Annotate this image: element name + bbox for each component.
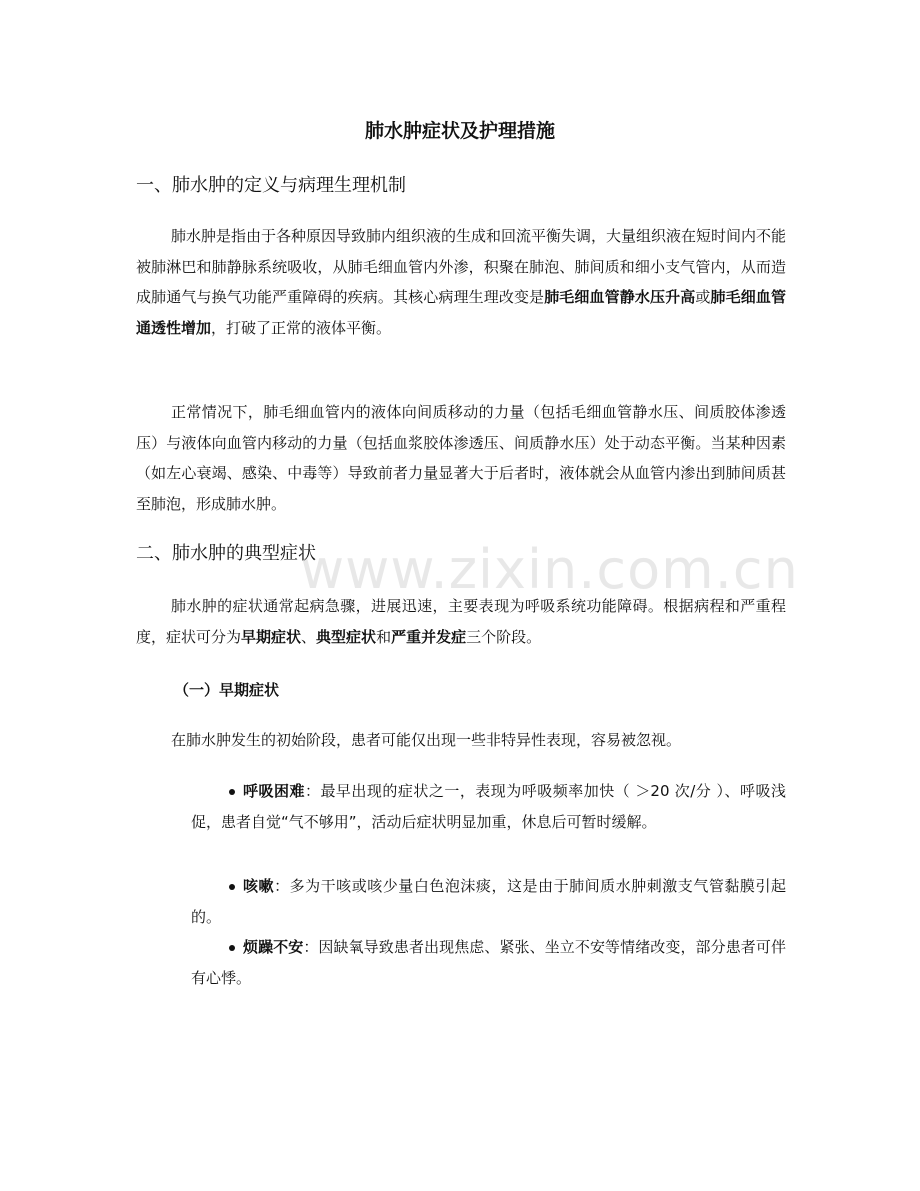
watermark: www.zixin.com.cn	[300, 538, 799, 601]
bold-term: 肺毛细血管静水压升高	[544, 288, 696, 306]
bold-term: 典型症状	[316, 627, 377, 646]
list-item	[191, 776, 786, 837]
bullet-desc: ：最早出现的症状之一，表现为呼吸频率加快（ ＞20 次/分 ）、呼吸浅促，患者自觉“气不够用”，活动后症状明显加重，休息后可暂时缓解。	[191, 782, 786, 831]
section-2-heading: 二、肺水肿的典型症状	[136, 543, 316, 564]
bullet-term: 咳嗽	[243, 877, 275, 895]
subsection-1-intro: 在肺水肿发生的初始阶段，患者可能仅出现一些非特异性表现，容易被忽视。	[171, 731, 682, 749]
section-1-paragraph-2: 正常情况下，肺毛细血管内的液体向间质移动的力量（包括毛细血管静水压、间质胶体渗透压）与液体向血管内移动的力量（包括血浆胶体渗透压、间质静水压）处于动态平衡。当某种因素（如左心衰竭、感染、中毒等）导致前者力量显著大于后者时，液体就会从血管内渗出到肺间质甚至肺泡，形成肺水肿。	[136, 403, 786, 513]
bold-term: 肺毛细血管通透性增加	[136, 288, 786, 337]
list-item	[191, 932, 786, 993]
bullet-desc: ：多为干咳或咳少量白色泡沫痰，这是由于肺间质水肿刺激支气管黏膜引起的。	[191, 877, 786, 926]
section-1-heading: 一、肺水肿的定义与病理生理机制	[136, 175, 406, 196]
bullet-desc: ：因缺氧导致患者出现焦虑、紧张、坐立不安等情绪改变，部分患者可伴有心悸。	[191, 938, 786, 987]
text-run: 肺水肿的症状通常起病急骤，进展迅速，主要表现为呼吸系统功能障碍。根据病程和严重程度，症状可分为	[136, 597, 786, 646]
text-run: 或	[695, 288, 711, 306]
text-run: 、	[301, 627, 317, 646]
text-run: 肺水肿是指由于各种原因导致肺内组织液的生成和回流平衡失调，大量组织液在短时间内不能被肺淋巴和肺静脉系统吸收，从肺毛细血管内外渗，积聚在肺泡、肺间质和细小支气管内，从而造成肺通气与换气功能严重障碍的疾病。其核心病理生理改变是	[136, 227, 787, 306]
document-title: 肺水肿症状及护理措施	[364, 120, 555, 142]
text-run: 三个阶段。	[466, 627, 542, 646]
text-run: ，打破了正常的液体平衡。	[211, 318, 392, 337]
section-1-paragraph-1	[136, 221, 786, 343]
list-item	[191, 871, 786, 932]
text-run: 和	[376, 627, 392, 646]
bullet-term: 呼吸困难	[243, 782, 305, 800]
bullet-term: 烦躁不安	[243, 938, 304, 956]
bold-term: 严重并发症	[391, 627, 467, 646]
bold-term: 早期症状	[241, 627, 302, 646]
section-2-intro	[136, 591, 786, 652]
subsection-1-heading: （一）早期症状	[174, 681, 280, 699]
